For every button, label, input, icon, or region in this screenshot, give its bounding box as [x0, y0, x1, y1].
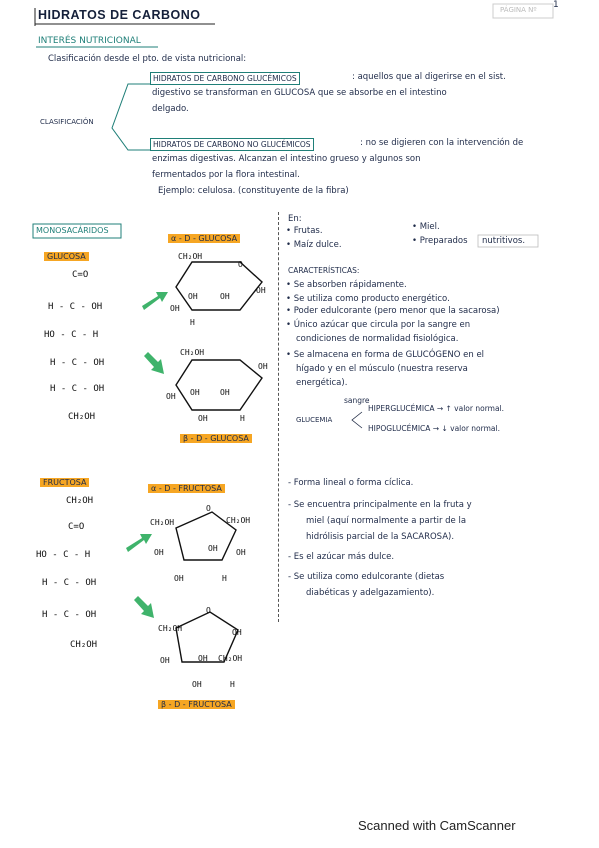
- beta-fru-oh4: OH: [192, 680, 202, 689]
- glucemicos-text-1: : aquellos que al digerirse en el sist.: [352, 72, 506, 82]
- glucosa-c2-text: • Se utiliza como producto energético.: [286, 294, 450, 304]
- glucemia-sangre: sangre: [344, 396, 370, 405]
- beta-fru-ch2oh2: CH₂OH: [218, 654, 243, 663]
- glucosa-c4: H - C - OH: [50, 358, 105, 368]
- beta-glu-oh1: OH: [258, 362, 268, 371]
- glucemia-hiper: HIPERGLUCÉMICA → ↑ valor normal.: [368, 404, 505, 413]
- glucosa-c4a: • Único azúcar que circula por la sangre en: [286, 320, 471, 330]
- alpha-fru-ch2oh2: CH₂OH: [226, 516, 251, 525]
- fructosa-c2: C=O: [68, 522, 85, 532]
- alpha-glucosa-label: α - D - GLUCOSA: [168, 234, 240, 243]
- glucosa-label: GLUCOSA: [44, 252, 89, 261]
- fructosa-c1: CH₂OH: [66, 496, 94, 506]
- alpha-glu-ch2oh: CH₂OH: [178, 252, 203, 261]
- corner-stamp: PÁGINA Nº: [500, 6, 537, 14]
- glucosa-c5b: hígado y en el músculo (nuestra reserva: [296, 364, 468, 374]
- glucemicos-text-2: digestivo se transforman en GLUCOSA que se absorbe en el intestino: [152, 88, 447, 98]
- glucosa-c5c: energética).: [296, 378, 348, 388]
- fructosa-label: FRUCTOSA: [40, 478, 89, 487]
- beta-glu-h: H: [240, 414, 245, 423]
- beta-fru-h: H: [230, 680, 235, 689]
- alpha-glu-oh4: OH: [170, 304, 180, 313]
- beta-glu-oh4: OH: [166, 392, 176, 401]
- alpha-fru-ch2oh1: CH₂OH: [150, 518, 175, 527]
- beta-fru-oh1: OH: [232, 628, 242, 637]
- fructosa-c3: HO - C - H: [36, 550, 91, 560]
- noglu-text-3: fermentados por la flora intestinal.: [152, 170, 300, 180]
- noglu-label: HIDRATOS DE CARBONO NO GLUCÉMICOS: [150, 138, 314, 151]
- page-title: HIDRATOS DE CARBONO: [38, 8, 201, 22]
- fructosa-f4b: diabéticas y adelgazamiento).: [306, 588, 435, 598]
- alpha-fru-oh2: OH: [208, 544, 218, 553]
- alpha-glu-oh3: OH: [220, 292, 230, 301]
- glucemicos-label: HIDRATOS DE CARBONO GLUCÉMICOS: [150, 72, 300, 85]
- glucosa-cho: C=O: [72, 270, 89, 280]
- glucosa-frutas: • Frutas.: [286, 226, 323, 236]
- glucosa-c6: CH₂OH: [68, 412, 96, 422]
- alpha-fru-oh4: OH: [174, 574, 184, 583]
- glucosa-c2: H - C - OH: [48, 302, 103, 312]
- alpha-glu-oh1: OH: [256, 286, 266, 295]
- caracteristicas-heading: CARACTERÍSTICAS:: [288, 266, 360, 275]
- alpha-fru-h: H: [222, 574, 227, 583]
- glucosa-c5a: • Se almacena en forma de GLUCÓGENO en el: [286, 350, 485, 360]
- beta-fru-oh2: OH: [160, 656, 170, 665]
- alpha-glu-h: H: [190, 318, 195, 327]
- beta-fru-o: O: [206, 606, 211, 615]
- section-heading-interes: INTERÉS NUTRICIONAL: [38, 36, 141, 46]
- section-heading-monosacaridos: MONOSACÁRIDOS: [36, 226, 109, 235]
- clasificacion-label: CLASIFICACIÓN: [40, 118, 94, 126]
- glucosa-c5: H - C - OH: [50, 384, 105, 394]
- glucosa-maiz: • Maíz dulce.: [286, 240, 342, 250]
- noglu-text-2: enzimas digestivas. Alcanzan el intestino grueso y algunos son: [152, 154, 421, 164]
- glucosa-en: En:: [288, 214, 302, 224]
- beta-fru-oh3: OH: [198, 654, 208, 663]
- glucosa-c3-text: • Poder edulcorante (pero menor que la sacarosa): [286, 306, 500, 316]
- interes-intro: Clasificación desde el pto. de vista nutricional:: [48, 54, 247, 64]
- glucosa-miel: • Miel.: [412, 222, 440, 232]
- glucosa-c4b: condiciones de normalidad fisiológica.: [296, 334, 459, 344]
- fructosa-c5: H - C - OH: [42, 610, 97, 620]
- glucosa-nutritivos: nutritivos.: [482, 236, 526, 246]
- fructosa-f2c: hidrólisis parcial de la SACAROSA).: [306, 532, 455, 542]
- glucosa-preparados: • Preparados: [412, 236, 468, 246]
- alpha-fructosa-label: α - D - FRUCTOSA: [148, 484, 225, 493]
- page-number: 1: [553, 0, 559, 10]
- fructosa-f4a: - Se utiliza como edulcorante (dietas: [288, 572, 445, 582]
- alpha-fru-oh3: OH: [236, 548, 246, 557]
- beta-glu-oh5: OH: [198, 414, 208, 423]
- glucemia-hipo: HIPOGLUCÉMICA → ↓ valor normal.: [368, 424, 500, 433]
- noglu-text-1: : no se digieren con la intervención de: [360, 138, 524, 148]
- fructosa-f1: - Forma lineal o forma cíclica.: [288, 478, 414, 488]
- alpha-glu-o: O: [238, 260, 243, 269]
- beta-glucosa-label: β - D - GLUCOSA: [180, 434, 252, 443]
- beta-glu-ch2oh: CH₂OH: [180, 348, 205, 357]
- fructosa-f2a: - Se encuentra principalmente en la fruta y: [288, 500, 472, 510]
- glucemia-label: GLUCEMIA: [296, 416, 333, 424]
- fructosa-c4: H - C - OH: [42, 578, 97, 588]
- glucosa-c1: • Se absorben rápidamente.: [286, 280, 407, 290]
- beta-glu-oh2: OH: [190, 388, 200, 397]
- fructosa-f2b: miel (aquí normalmente a partir de la: [306, 516, 467, 526]
- fructosa-c6: CH₂OH: [70, 640, 98, 650]
- beta-fru-ch2oh1: CH₂OH: [158, 624, 183, 633]
- beta-fructosa-label: β - D - FRUCTOSA: [158, 700, 235, 709]
- alpha-fru-oh1: OH: [154, 548, 164, 557]
- fructosa-f3: - Es el azúcar más dulce.: [288, 552, 395, 562]
- alpha-glu-oh2: OH: [188, 292, 198, 301]
- glucemicos-text-3: delgado.: [152, 104, 189, 114]
- noglu-text-4: Ejemplo: celulosa. (constituyente de la fibra): [158, 186, 349, 196]
- beta-glu-oh3: OH: [220, 388, 230, 397]
- scanned-watermark: Scanned with CamScanner: [358, 818, 516, 833]
- glucosa-c3: HO - C - H: [44, 330, 99, 340]
- alpha-fru-o: O: [206, 504, 211, 513]
